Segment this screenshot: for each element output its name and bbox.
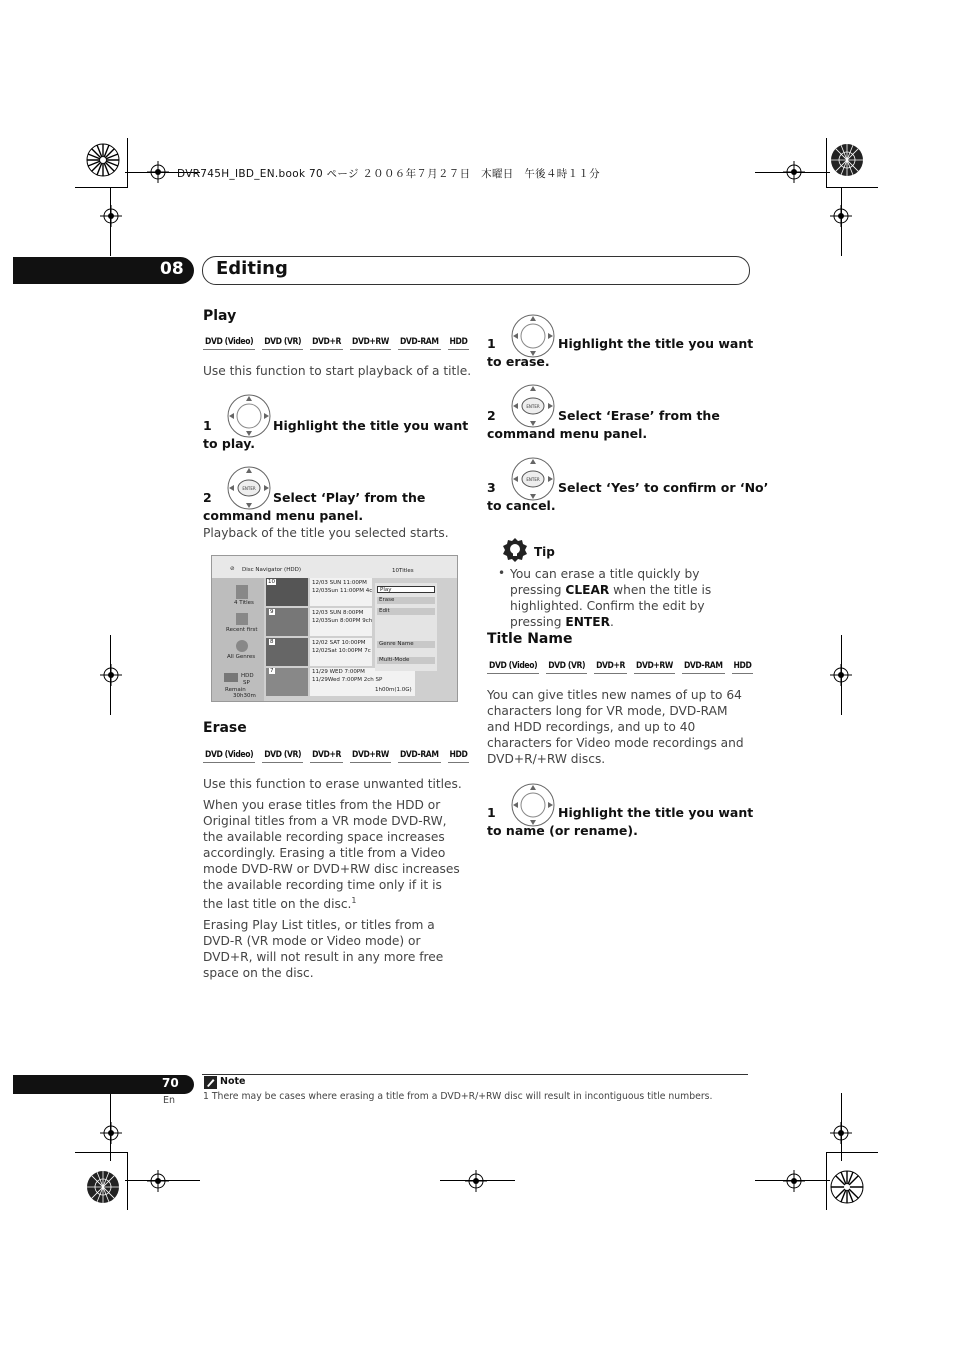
title-name-heading: Title Name [487,631,573,647]
menu-item-play: Play [377,586,435,593]
genres-icon [236,640,248,652]
tip-key-enter: ENTER [565,615,610,629]
registration-star-icon [830,1170,864,1204]
step-text: Highlight the title you want [558,336,754,351]
print-header: DVR745H_IBD_EN.book 70 ページ ２００６年７月２７日 木曜日 午後４時１１分 [177,168,600,180]
row-line-2: 12/03Sun 8:00PM 9ch [312,618,373,624]
step-text-cont: command menu panel. [487,426,648,441]
play-step-2 [203,489,425,525]
crosshair-icon [100,664,122,686]
step-number: 1 [203,418,212,433]
chapter-title: Editing [216,258,288,279]
format-badge: DVD-RAM [398,749,441,763]
sidebar-titles: 4 Titles [234,600,254,606]
play-format-badges [203,336,469,350]
step-number: 2 [203,490,212,505]
title-number: 10 [268,579,275,585]
crosshair-icon [783,1170,805,1192]
disc-navigator-screenshot [211,555,458,702]
row-line-1: 12/03 SUN 8:00PM [312,610,364,616]
title-number: 8 [270,639,274,645]
crosshair-icon [830,1122,852,1144]
step-number: 3 [487,480,496,495]
note-label: Note [220,1076,246,1087]
erase-intro: Use this function to erase unwanted titles. [203,777,462,791]
erase-format-badges [203,749,469,763]
sidebar-recent: Recent first [226,627,258,633]
step-text: Select ‘Yes’ to confirm or ‘No’ [558,480,769,495]
title-number: 9 [270,609,274,615]
play-intro: Use this function to start playback of a title. [203,364,472,378]
crosshair-icon [100,205,122,227]
screen-title-icon: ⊘ [230,566,235,572]
svg-text:ENTER: ENTER [242,486,256,491]
command-menu [375,583,437,671]
screen-count: 10Titles [392,568,414,574]
format-badge: DVD+RW [634,660,675,674]
crosshair-icon [465,1170,487,1192]
note-icon [204,1076,217,1089]
row-line-1: 11/29 WED 7:00PM [312,669,365,675]
format-badge: DVD+R [310,749,343,763]
format-badge: DVD+R [310,336,343,350]
remain-value: 30h30m [233,693,256,699]
play-heading: Play [203,308,237,324]
crosshair-icon [100,1122,122,1144]
erase-step-1 [487,335,753,371]
play-result: Playback of the title you selected starts. [203,526,449,540]
registration-star-icon [830,143,864,177]
titles-icon [236,585,248,599]
row-line-2: 12/02Sat 10:00PM 7c [312,648,371,654]
footnote-rule [202,1074,748,1075]
erase-paragraph-2 [203,797,465,912]
sidebar-hdd: HDD [241,673,254,679]
page-language: En [163,1095,176,1106]
footnote-ref: 1 [351,896,357,905]
erase-paragraph-2-text: When you erase titles from the HDD or Original titles from a VR mode DVD-RW, the available recording space increases accordingly. Erasing a title from a Video mode DVD-RW or DVD+RW disc increases the available recording time only if it is the last title on the disc. [203,798,460,912]
footnote-text: 1 There may be cases where erasing a title from a DVD+R/+RW disc will result in incontiguous title numbers. [203,1091,713,1102]
step-text: Select ‘Play’ from the [273,490,426,505]
svg-text:ENTER: ENTER [526,477,540,482]
format-badge: DVD (VR) [546,660,587,674]
format-badge: DVD (VR) [262,749,303,763]
crosshair-icon [147,1170,169,1192]
erase-heading: Erase [203,720,247,736]
title-name-step-1 [487,804,753,840]
format-badge: DVD+RW [350,749,391,763]
format-badge: DVD+RW [350,336,391,350]
crosshair-icon [830,205,852,227]
erase-step-2 [487,407,720,443]
screen-title: Disc Navigator (HDD) [242,567,301,573]
erase-step-3 [487,479,768,515]
tip-text-1: You can erase a title quickly by pressing [510,567,700,597]
format-badge: DVD-RAM [398,336,441,350]
row-line-2: 11/29Wed 7:00PM 2ch SP [312,677,383,683]
title-name-intro: You can give titles new names of up to 64 characters long for VR mode, DVD-RAM and HDD recordings, and up to 40 characters for Video mode recordings and DVD+R/+RW discs. [487,688,744,766]
step-text-cont: to erase. [487,354,550,369]
recent-icon [236,613,248,625]
format-badge: HDD [732,660,754,674]
tip-text-2: when the title is highlighted. Confirm the edit by pressing [510,583,712,629]
format-badge: DVD+R [594,660,627,674]
format-badge: DVD (Video) [203,336,255,350]
hdd-icon [224,673,238,682]
menu-item-edit: Edit [377,608,435,615]
step-text-cont: to cancel. [487,498,556,513]
row-line-2: 12/03Sun 11:00PM 4c [312,588,373,594]
play-step-1 [203,417,468,453]
format-badge: HDD [448,749,470,763]
format-badge: DVD (Video) [487,660,539,674]
step-text-cont: to name (or rename). [487,823,638,838]
title-number: 7 [270,668,274,674]
chapter-number: 08 [160,259,184,279]
sidebar-genres: All Genres [227,654,256,660]
step-text: Select ‘Erase’ from the [558,408,720,423]
format-badge: DVD (Video) [203,749,255,763]
tip-key-clear: CLEAR [565,583,610,597]
step-number: 2 [487,408,496,423]
crosshair-icon [147,161,169,183]
step-number: 1 [487,805,496,820]
registration-star-icon [86,143,120,177]
remain-label: Remain [225,687,246,693]
row-line-1: 12/02 SAT 10:00PM [312,640,366,646]
crosshair-icon [783,161,805,183]
tip-label: Tip [534,545,555,559]
format-badge: DVD-RAM [682,660,725,674]
format-badge: DVD (VR) [262,336,303,350]
step-text-cont: to play. [203,436,255,451]
tip-bulb-icon [501,537,529,563]
page-number: 70 [162,1076,179,1090]
tip-bullet: • [498,566,506,580]
menu-item-erase: Erase [377,597,435,604]
svg-text:ENTER: ENTER [526,404,540,409]
format-badge: HDD [448,336,470,350]
row-duration: 1h00m(1.0G) [375,687,412,693]
menu-item-genre-name: Genre Name [377,641,435,648]
registration-star-icon [86,1170,120,1204]
step-text: Highlight the title you want [273,418,469,433]
row-line-1: 12/03 SUN 11:00PM [312,580,367,586]
title-name-format-badges [487,660,753,674]
menu-item-multi-mode: Multi-Mode [377,657,435,664]
tip-text [510,566,754,630]
tip-text-3: . [609,615,614,629]
step-text: Highlight the title you want [558,805,754,820]
step-text-cont: command menu panel. [203,508,364,523]
crosshair-icon [830,664,852,686]
step-number: 1 [487,336,496,351]
erase-paragraph-3: Erasing Play List titles, or titles from a DVD-R (VR mode or Video mode) or DVD+R, will not result in any more free space on the disc. [203,918,444,980]
sidebar-sp: SP [243,680,250,686]
